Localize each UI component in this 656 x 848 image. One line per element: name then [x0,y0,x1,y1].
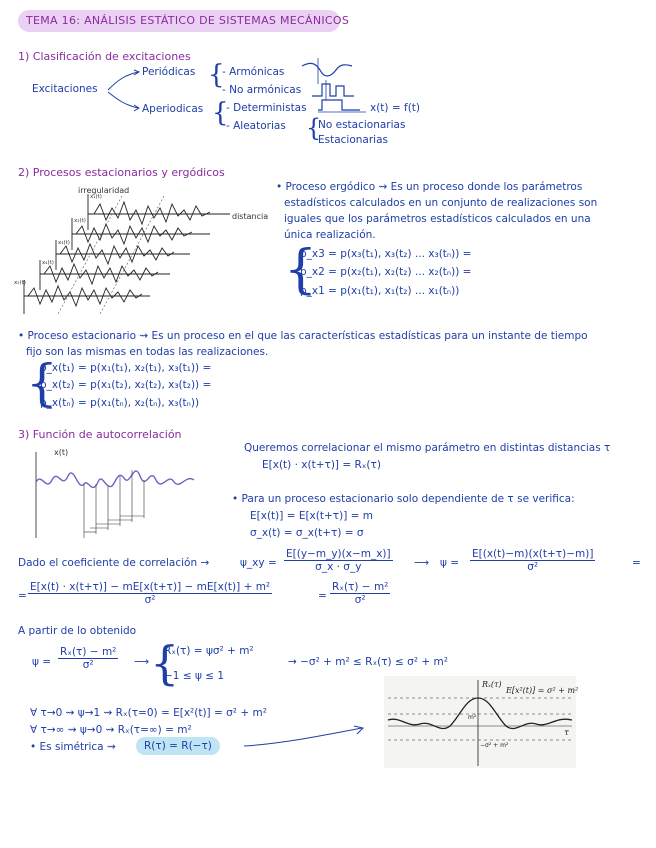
brace: { [208,60,225,90]
curve-label: x₁(t) [90,194,102,200]
psi-symbol: ψ = [440,557,460,569]
stationary-eq2: p_x(t₂) = p(x₁(t₂), x₂(t₂), x₃(t₂)) = [40,379,212,391]
ergodic-eq3: p_x1 = p(x₁(t₁), x₁(t₂) ... x₁(tₙ)) [300,285,460,297]
deterministic-formula: x(t) = f(t) [370,102,421,114]
equals: = [318,590,327,602]
expanded-fraction [28,581,272,606]
brace: { [212,98,229,128]
node-aperiodicas: Aperiodicas [142,103,204,115]
graph-tau-label: τ [564,728,569,737]
node-no-armonicas: - No armónicas [222,84,302,96]
node-aleatorias: - Aleatorias [226,120,286,132]
stationary-eq1: p_x(t₁) = p(x₁(t₁), x₂(t₁), x₃(t₁)) = [40,362,212,374]
autocorr-fig-label: x(t) [54,448,69,457]
stationary-eq3: p_x(tₙ) = p(x₁(tₙ), x₂(tₙ), x₃(tₙ)) [40,397,200,409]
graph-lower-label: −σ² + m² [480,742,509,749]
psi-numerator: E[(x(t)−m)(x(t+τ)−m)] [472,548,594,560]
autocorr-intro: Queremos correlacionar el mismo parámetro en distintas distancias τ [244,442,611,454]
sigma-equality: σ_x(t) = σ_x(t+τ) = σ [250,527,364,539]
graph-mean-label: m² [468,714,477,721]
ergodic-def-line4: única realización. [284,229,376,241]
brace: { [26,354,58,412]
section1-heading: 1) Clasificación de excitaciones [18,50,191,63]
stationary-condition: • Para un proceso estacionario solo dependiente de τ se verifica: [232,493,575,505]
node-estacionarias: Estacionarias [318,134,388,146]
graph-axis-label: Rₓ(τ) [482,680,502,689]
brace: { [306,114,322,142]
system-eq1: Rₓ(τ) = ψσ² + m² [164,645,254,657]
reduced-numerator: Rₓ(τ) − m² [332,581,389,593]
section3-heading: 3) Función de autocorrelación [18,428,182,441]
fig-label-distancia: distancia [232,212,269,221]
autocorrelation-signal-figure [28,446,200,546]
psi2-denominator: σ² [82,659,94,671]
coef-fraction [284,548,393,573]
coef-denominator: σ_x · σ_y [315,561,362,573]
autocorr-definition: E[x(t) · x(t+τ)] = Rₓ(τ) [262,459,381,471]
equals: = [18,590,27,602]
graph-peak-label: E[x²(t)] = σ² + m² [506,686,579,695]
ergodic-def-line1: • Proceso ergódico ⇝ Es un proceso donde los parámetros [276,181,583,193]
brace: { [284,240,318,300]
expanded-denominator: σ² [144,594,156,606]
node-no-estacionarias: No estacionarias [318,119,406,131]
curve-label: x₃(t) [58,240,70,246]
coef-intro: Dado el coeficiente de correlación → [18,557,210,569]
limit-tau-zero: ∀ τ→0 ⇝ ψ→1 ⇝ Rₓ(τ=0) = E[x²(t)] = σ² + m² [30,707,267,719]
node-deterministas: - Deterministas [226,102,307,114]
curve-label: x₄(t) [42,260,54,266]
ergodic-def-line2: estadísticos calculados en un conjunto de realizaciones son [284,197,598,209]
brace: { [150,636,180,690]
curve-label: x₅(t) [14,280,26,286]
section2-heading: 2) Procesos estacionarios y ergódicos [18,166,225,179]
reduced-denominator: σ² [354,594,366,606]
psi2-fraction [58,646,118,671]
coef-symbol: ψ_xy = [240,557,277,569]
expanded-numerator: E[x(t) · x(t+τ)] − mE[x(t+τ)] − mE[x(t)] + m² [30,581,271,593]
symmetry-equation: R(τ) = R(−τ) [136,737,220,755]
psi-denominator: σ² [527,561,539,573]
ergodic-def-line3: iguales que los parámetros estadísticos calculados en una [284,213,591,225]
arrow: ⟶ [414,557,430,569]
arrow: ⟶ [134,656,150,668]
symmetry-label: • Es simétrica ⇝ [30,741,116,753]
equals: = [632,557,641,569]
ergodic-eq1: p_x3 = p(x₃(t₁), x₃(t₂) ... x₃(tₙ)) = [300,248,472,260]
curve-label: x₂(t) [74,218,86,224]
page-title: TEMA 16: ANÁLISIS ESTÁTICO DE SISTEMAS MECÁNICOS [26,14,350,27]
realizations-figure [14,190,244,320]
system-eq2: −1 ≤ ψ ≤ 1 [164,670,225,682]
autocorrelation-graph [384,676,579,768]
fig-label-irregularidad: irregularidad [78,186,130,195]
stationary-def-line1: • Proceso estacionario ⇝ Es un proceso en el que las características estadísticas para un instante de tiempo [18,330,588,342]
node-periodicas: Periódicas [142,66,196,78]
psi-fraction [470,548,595,573]
coef-numerator: E[(y−m_y)(x−m_x)] [286,548,391,560]
limit-tau-infinity: ∀ τ→∞ ⇝ ψ→0 ⇝ Rₓ(τ=∞) = m² [30,724,192,736]
autocorr-bounds: → −σ² + m² ≤ Rₓ(τ) ≤ σ² + m² [288,656,448,668]
mean-equality: E[x(t)] = E[x(t+τ)] = m [250,510,373,522]
arrow-to-graph [240,722,370,752]
derivation-intro: A partir de lo obtenido [18,625,137,637]
node-excitaciones: Excitaciones [32,83,98,95]
psi2-numerator: Rₓ(τ) − m² [60,646,117,658]
psi2-symbol: ψ = [32,656,52,668]
reduced-fraction [330,581,390,606]
ergodic-eq2: p_x2 = p(x₂(t₁), x₂(t₂) ... x₂(tₙ)) = [300,266,472,278]
node-armonicas: - Armónicas [222,66,285,78]
stationary-def-line2: fijo son las mismas en todas las realizaciones. [26,346,269,358]
